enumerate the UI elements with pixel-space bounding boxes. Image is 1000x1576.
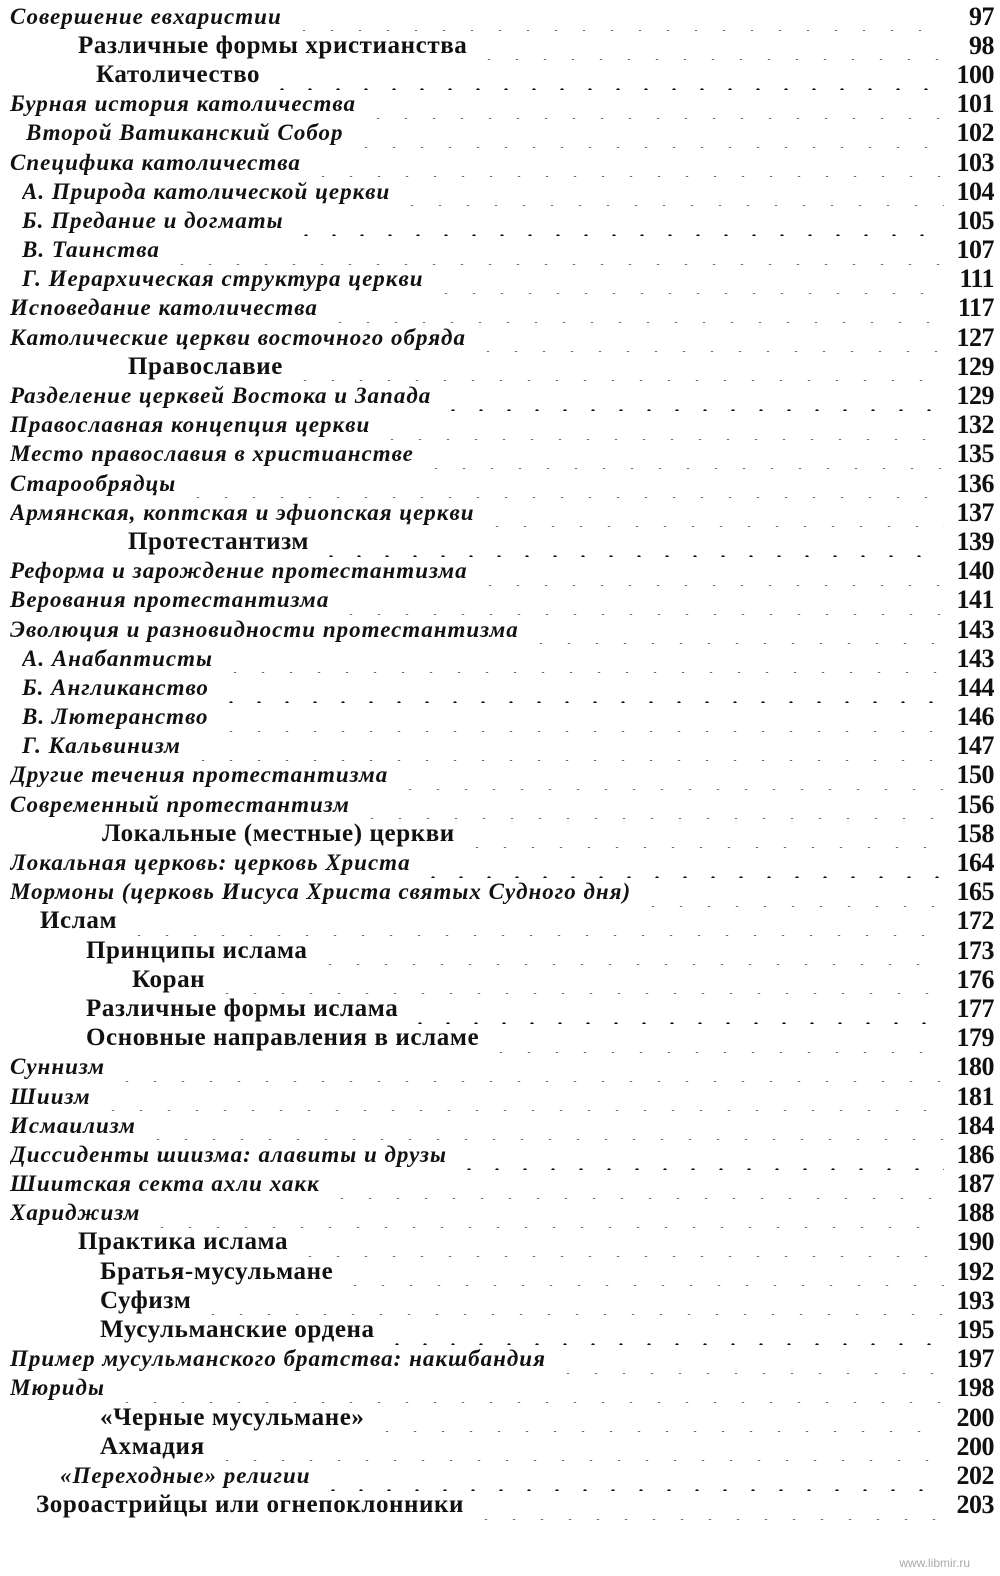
toc-entry-title: В. Таинства [22,237,164,263]
toc-entry-title: Локальная церковь: церковь Христа [10,850,415,876]
toc-entry[interactable] [0,1140,1000,1169]
toc-entry-page-number: 144 [956,672,994,702]
toc-entry-title: Различные формы ислама [86,995,402,1023]
toc-entry[interactable] [0,1286,1000,1315]
toc-entry-page-number: 186 [956,1139,994,1169]
toc-entry-title: А. Анабаптисты [22,646,217,672]
toc-entry-label [10,1111,944,1140]
toc-entry-title: Шиитская секта ахли хакк [10,1171,324,1197]
toc-entry-title: Протестантизм [128,528,313,556]
toc-entry-label [22,673,944,702]
dot-leader [379,1315,944,1344]
toc-entry[interactable] [0,732,1000,761]
toc-entry-label [102,819,944,848]
toc-entry-title: Ислам [40,907,121,935]
toc-entry-page-number: 104 [956,176,994,206]
dot-leader [209,1432,944,1461]
dot-leader [523,615,944,644]
toc-entry[interactable] [0,90,1000,119]
toc-entry-page-number: 127 [956,322,994,352]
toc-entry-page-number: 102 [956,118,994,148]
toc-entry-label [86,994,944,1023]
toc-entry[interactable] [0,498,1000,527]
dot-leader [180,469,944,498]
toc-entry-page-number: 141 [956,585,994,615]
toc-entry-title: Локальные (местные) церкви [102,820,459,848]
toc-entry[interactable] [0,907,1000,936]
toc-entry[interactable] [0,469,1000,498]
toc-entry-label [40,907,944,936]
toc-entry-title: Бурная история католичества [10,91,360,117]
toc-entry-page-number: 97 [969,1,994,31]
toc-entry-label [78,31,944,60]
toc-entry-label [100,1315,944,1344]
dot-leader [292,1228,944,1257]
toc-entry-label [10,557,944,586]
dot-leader [287,352,944,381]
toc-entry-label [10,2,944,31]
toc-entry-page-number: 136 [956,468,994,498]
toc-entry[interactable] [0,60,1000,89]
toc-entry-label [86,1024,944,1053]
dot-leader [144,1199,944,1228]
toc-entry-page-number: 140 [956,556,994,586]
toc-entry-title: Верования протестантизма [10,587,333,613]
toc-entry-label [10,440,944,469]
toc-entry-title: Второй Ватиканский Собор [26,120,348,146]
toc-entry-page-number: 200 [956,1402,994,1432]
toc-entry[interactable] [0,1257,1000,1286]
toc-entry-page-number: 150 [956,760,994,790]
toc-entry-page-number: 146 [956,702,994,732]
toc-entry-label [100,1403,944,1432]
toc-entry-title: Мусульманские ордена [100,1316,379,1344]
toc-entry-page-number: 192 [956,1256,994,1286]
toc-entry-title: «Переходные» религии [60,1463,315,1489]
dot-leader [324,1170,944,1199]
toc-entry-label [10,790,944,819]
toc-entry-label [10,1170,944,1199]
toc-entry-label [10,1053,944,1082]
toc-entry-page-number: 137 [956,497,994,527]
toc-entry-title: Хариджизм [10,1200,144,1226]
toc-entry-title: Мормоны (церковь Иисуса Христа святых Судного дня) [10,879,635,905]
toc-entry[interactable] [0,265,1000,294]
toc-entry[interactable] [0,1024,1000,1053]
toc-entry-page-number: 197 [956,1344,994,1374]
toc-entry-title: Католичество [96,61,264,89]
toc-entry-label [10,148,944,177]
toc-entry[interactable] [0,411,1000,440]
toc-entry-label [26,119,944,148]
toc-entry-page-number: 158 [956,818,994,848]
toc-entry-page-number: 129 [956,351,994,381]
toc-entry-page-number: 172 [956,906,994,936]
toc-entry-title: Коран [132,966,209,994]
toc-entry-title: Исмаилизм [10,1113,140,1139]
toc-entry-title: Суннизм [10,1054,109,1080]
toc-entry-title: Армянская, коптская и эфиопская церкви [10,500,479,526]
toc-entry-page-number: 188 [956,1198,994,1228]
dot-leader [312,936,944,965]
watermark: www.libmir.ru [899,1556,970,1570]
toc-entry[interactable] [0,1403,1000,1432]
dot-leader [348,119,945,148]
dot-leader [471,31,944,60]
dot-leader [394,177,944,206]
toc-entry-label [100,1286,944,1315]
toc-entry[interactable] [0,527,1000,556]
dot-leader [360,90,944,119]
toc-entry-title: Различные формы христианства [78,32,471,60]
dot-leader [374,411,944,440]
toc-entry[interactable] [0,819,1000,848]
toc-entry-page-number: 198 [956,1373,994,1403]
toc-entry[interactable] [0,323,1000,352]
toc-entry-title: Разделение церквей Востока и Запада [10,383,435,409]
toc-entry-page-number: 132 [956,410,994,440]
toc-entry-page-number: 193 [956,1285,994,1315]
toc-entry-label [22,732,944,761]
toc-entry-title: Мюриды [10,1375,109,1401]
toc-entry[interactable] [0,1082,1000,1111]
toc-entry-title: Старообрядцы [10,471,180,497]
toc-entry-label [10,469,944,498]
toc-entry[interactable] [0,673,1000,702]
toc-entry-title: Зороастрийцы или огнепоклонники [36,1491,468,1519]
dot-leader [209,965,944,994]
toc-entry-title: Суфизм [100,1287,195,1315]
toc-entry-title: Специфика католичества [10,150,305,176]
toc-entry[interactable] [0,1432,1000,1461]
toc-entry-title: Принципы ислама [86,937,312,965]
toc-entry[interactable] [0,586,1000,615]
toc-entry-page-number: 181 [956,1081,994,1111]
toc-entry-page-number: 143 [956,614,994,644]
toc-entry-page-number: 200 [956,1431,994,1461]
toc-entry-title: Место православия в христианстве [10,441,418,467]
toc-entry[interactable] [0,440,1000,469]
dot-leader [479,498,944,527]
toc-entry[interactable] [0,1345,1000,1374]
toc-entry-title: Эволюция и разновидности протестантизма [10,617,523,643]
toc-entry-label [132,965,944,994]
toc-entry-label [22,265,944,294]
toc-entry[interactable] [0,557,1000,586]
toc-entry[interactable] [0,352,1000,381]
dot-leader [402,994,944,1023]
dot-leader [213,703,944,732]
toc-entry-title: Пример мусульманского братства: накшбандия [10,1346,550,1372]
toc-entry[interactable] [0,2,1000,31]
dot-leader [635,878,944,907]
dot-leader [451,1140,944,1169]
toc-entry[interactable] [0,119,1000,148]
toc-entry-label [78,1228,944,1257]
toc-entry-label [10,1140,944,1169]
dot-leader [288,206,944,235]
toc-entry[interactable] [0,615,1000,644]
toc-entry-label [22,236,944,265]
dot-leader [333,586,944,615]
toc-entry-title: Диссиденты шиизма: алавиты и друзы [10,1142,451,1168]
toc-entry-page-number: 105 [956,205,994,235]
toc-entry-page-number: 100 [956,59,994,89]
toc-entry-page-number: 117 [957,293,994,323]
toc-entry[interactable] [0,644,1000,673]
toc-entry-label [22,644,944,673]
toc-entry[interactable] [0,936,1000,965]
toc-entry-label [96,60,944,89]
toc-entry-page-number: 177 [956,993,994,1023]
toc-entry[interactable] [0,381,1000,410]
toc-entry-page-number: 143 [956,643,994,673]
dot-leader [470,323,944,352]
toc-entry-page-number: 165 [956,877,994,907]
toc-entry[interactable] [0,1111,1000,1140]
toc-entry-title: Современный протестантизм [10,792,354,818]
toc-entry-title: Католические церкви восточного обряда [10,325,470,351]
toc-entry[interactable] [0,177,1000,206]
toc-entry-label [22,177,944,206]
dot-leader [459,819,944,848]
toc-entry-label [10,411,944,440]
toc-entry-title: Г. Иерархическая структура церкви [22,266,428,292]
toc-entry[interactable] [0,148,1000,177]
dot-leader [313,527,944,556]
dot-leader [95,1082,944,1111]
toc-entry-page-number: 129 [956,381,994,411]
toc-entry-title: А. Природа католической церкви [22,179,394,205]
toc-entry[interactable] [0,1315,1000,1344]
toc-entry-title: «Черные мусульмане» [100,1404,369,1432]
dot-leader [483,1024,944,1053]
toc-entry-title: Православная концепция церкви [10,412,374,438]
toc-entry-title: Г. Кальвинизм [22,733,185,759]
toc-entry-page-number: 101 [956,89,994,119]
toc-entry[interactable] [0,1170,1000,1199]
toc-entry-label [10,90,944,119]
toc-entry-label [60,1461,944,1490]
toc-entry[interactable] [0,790,1000,819]
toc-entry-title: Б. Предание и догматы [22,208,288,234]
toc-entry[interactable] [0,236,1000,265]
dot-leader [286,2,944,31]
toc-entry-title: В. Лютеранство [22,704,213,730]
toc-entry-page-number: 111 [959,264,994,294]
dot-leader [195,1286,944,1315]
dot-leader [468,1491,944,1520]
toc-entry[interactable] [0,1053,1000,1082]
toc-entry[interactable] [0,294,1000,323]
toc-entry[interactable] [0,1374,1000,1403]
toc-entry-page-number: 103 [956,147,994,177]
dot-leader [550,1345,944,1374]
toc-entry[interactable] [0,31,1000,60]
toc-entry-title: Основные направления в исламе [86,1024,483,1052]
toc-entry[interactable] [0,206,1000,235]
dot-leader [315,1461,944,1490]
toc-entry-label [86,936,944,965]
dot-leader [109,1374,944,1403]
toc-entry-title: Другие течения протестантизма [10,762,392,788]
toc-entry-label [10,381,944,410]
toc-entry-label [36,1491,944,1520]
toc-entry[interactable] [0,965,1000,994]
toc-entry[interactable] [0,1461,1000,1490]
toc-entry-page-number: 202 [956,1460,994,1490]
dot-leader [415,848,944,877]
toc-entry-label [10,323,944,352]
toc-entry-page-number: 139 [956,526,994,556]
toc-entry-label [10,878,944,907]
dot-leader [435,381,944,410]
toc-entry-label [10,498,944,527]
dot-leader [369,1403,944,1432]
toc-entry-label [10,1345,944,1374]
dot-leader [109,1053,944,1082]
toc-entry[interactable] [0,848,1000,877]
toc-entry-label [10,761,944,790]
dot-leader [140,1111,944,1140]
dot-leader [472,557,944,586]
toc-entry[interactable] [0,1228,1000,1257]
toc-entry-page-number: 190 [956,1227,994,1257]
toc-entry-label [10,586,944,615]
dot-leader [185,732,944,761]
toc-entry-label [128,352,944,381]
toc-entry-label [10,848,944,877]
toc-entry-page-number: 98 [969,30,994,60]
dot-leader [337,1257,944,1286]
toc-entry-page-number: 107 [956,235,994,265]
dot-leader [354,790,944,819]
toc-entry-label [10,1374,944,1403]
toc-entry-page-number: 135 [956,439,994,469]
dot-leader [428,265,944,294]
toc-entry-label [10,1082,944,1111]
toc-entry-title: Совершение евхаристии [10,4,286,30]
dot-leader [264,60,944,89]
toc-entry-page-number: 164 [956,848,994,878]
toc-entry-page-number: 147 [956,731,994,761]
toc-entry-page-number: 184 [956,1110,994,1140]
toc-entry-label [100,1432,944,1461]
toc-entry-title: Исповедание католичества [10,295,322,321]
toc-entry-title: Шиизм [10,1084,95,1110]
toc-entry-label [22,703,944,732]
toc-entry-page-number: 176 [956,964,994,994]
toc-entry[interactable] [0,1491,1000,1520]
toc-entry[interactable] [0,878,1000,907]
toc-entry[interactable] [0,994,1000,1023]
dot-leader [322,294,944,323]
toc-entry-title: Ахмадия [100,1433,209,1461]
toc-entry-title: Православие [128,353,287,381]
dot-leader [305,148,944,177]
toc-entry-label [10,294,944,323]
toc-entry-page-number: 180 [956,1052,994,1082]
toc-entry-label [10,615,944,644]
toc-entry-page-number: 179 [956,1023,994,1053]
dot-leader [164,236,944,265]
toc-entry-title: Братья-мусульмане [100,1258,337,1286]
toc-entry-page-number: 187 [956,1169,994,1199]
toc-entry-page-number: 156 [956,789,994,819]
dot-leader [213,673,944,702]
dot-leader [392,761,944,790]
toc-entry[interactable] [0,761,1000,790]
table-of-contents [0,2,1000,1520]
toc-entry-page-number: 195 [956,1315,994,1345]
dot-leader [418,440,944,469]
toc-entry-label [10,1199,944,1228]
toc-entry-page-number: 173 [956,935,994,965]
toc-entry-title: Реформа и зарождение протестантизма [10,558,472,584]
toc-entry-label [128,527,944,556]
toc-entry-label [22,206,944,235]
toc-entry[interactable] [0,1199,1000,1228]
dot-leader [217,644,944,673]
toc-entry-title: Б. Англиканство [22,675,213,701]
toc-entry[interactable] [0,703,1000,732]
toc-entry-title: Практика ислама [78,1228,292,1256]
dot-leader [121,907,944,936]
toc-entry-label [100,1257,944,1286]
toc-entry-page-number: 203 [956,1490,994,1520]
